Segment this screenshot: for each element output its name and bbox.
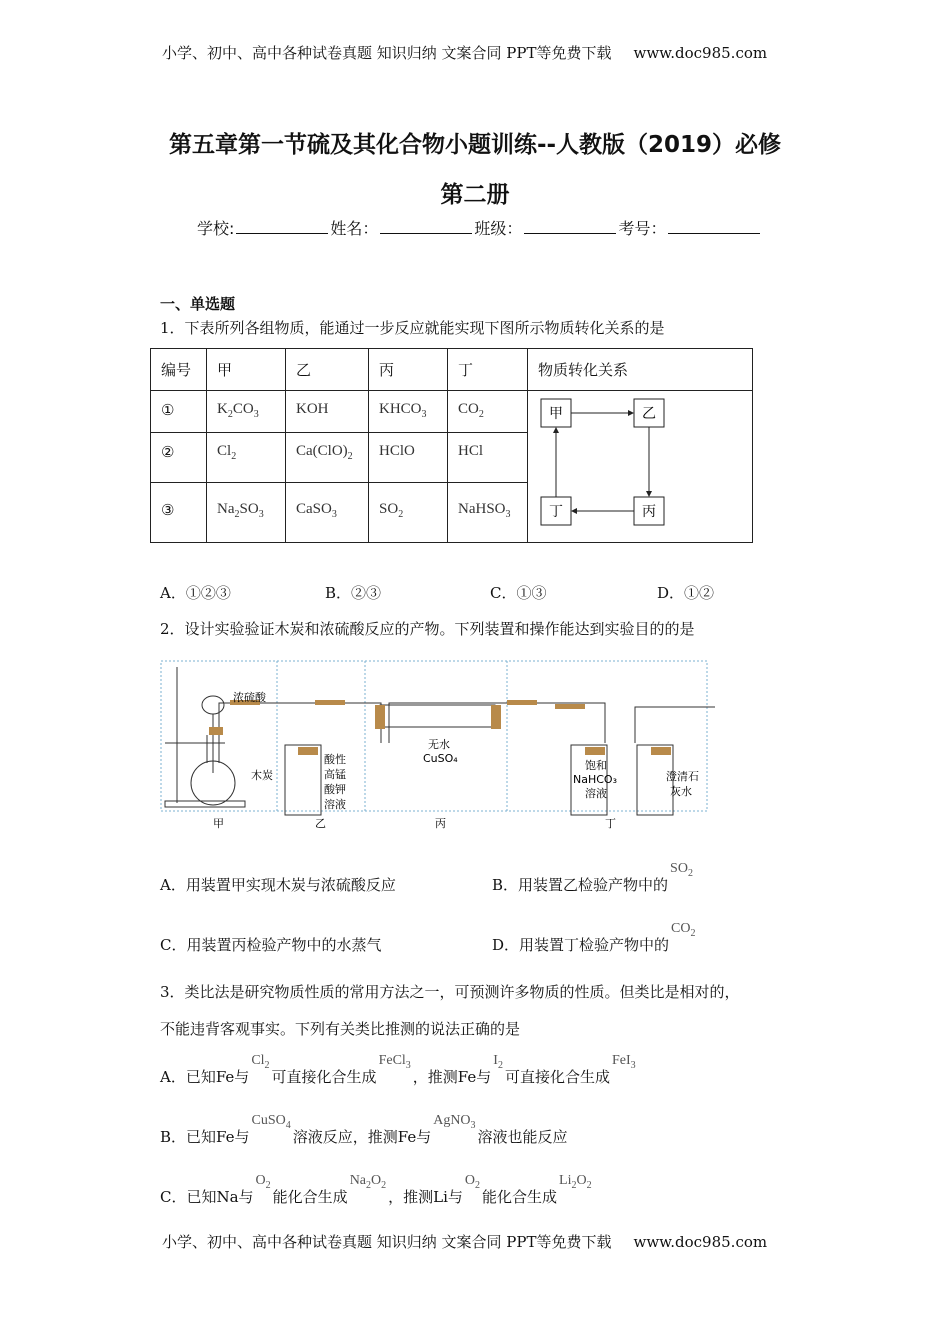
part-jia: 甲 bbox=[213, 817, 224, 830]
row-no: ③ bbox=[151, 483, 207, 543]
part-bing: 丙 bbox=[435, 817, 446, 830]
cell: $Na_2SO_3$ bbox=[207, 483, 286, 543]
node-jia: 甲 bbox=[549, 406, 563, 422]
cell: $KHCO_3$ bbox=[369, 391, 448, 433]
cell: NaHSO$_3$ bbox=[448, 483, 528, 543]
svg-text:溶液: 溶液 bbox=[324, 798, 346, 811]
school-label: 学校: bbox=[197, 219, 235, 238]
q2-option-d[interactable]: D．用装置丁检验产物中的$CO_2$ bbox=[492, 921, 696, 954]
svg-text:CuSO₄: CuSO₄ bbox=[423, 752, 458, 765]
label-cuso4: 无水 bbox=[428, 738, 450, 751]
q2-option-a[interactable]: A．用装置甲实现木炭与浓硫酸反应 bbox=[160, 876, 396, 894]
q3-option-b[interactable]: B．已知Fe与CuSO$_4$溶液反应，推测Fe与AgNO$_3$溶液也能反应 bbox=[160, 1113, 568, 1146]
q1-option-a[interactable]: A．①②③ bbox=[160, 584, 231, 602]
label-lime: 澄清石 bbox=[666, 770, 699, 783]
svg-text:NaHCO₃: NaHCO₃ bbox=[573, 773, 617, 786]
section-heading: 一、单选题 bbox=[160, 295, 236, 313]
cell: CaSO$_3$ bbox=[286, 483, 369, 543]
class-field[interactable] bbox=[524, 219, 616, 234]
th: 物质转化关系 bbox=[528, 349, 753, 391]
q1-option-b[interactable]: B．②③ bbox=[325, 584, 382, 602]
q3-option-c[interactable]: C．已知Na与$O_2$能化合生成$Na_2O_2$，推测Li与$O_2$能化合生成$Li_2O_2$ bbox=[160, 1173, 592, 1206]
cell: $SO_2$ bbox=[369, 483, 448, 543]
student-info bbox=[197, 216, 762, 239]
title-line1: 第五章第一节硫及其化合物小题训练--人教版（2019）必修 bbox=[168, 132, 782, 158]
number-label: 考号： bbox=[618, 219, 667, 238]
cell: HCl bbox=[448, 433, 528, 483]
th: 编号 bbox=[151, 349, 207, 391]
cell: KOH bbox=[286, 391, 369, 433]
svg-text:高锰: 高锰 bbox=[324, 768, 346, 781]
footer-site: www.doc985.com bbox=[633, 1233, 768, 1251]
th: 乙 bbox=[286, 349, 369, 391]
node-yi: 乙 bbox=[642, 406, 656, 422]
q3-option-a[interactable]: A．已知Fe与$Cl_2$可直接化合生成FeCl$_3$，推测Fe与$I_2$可直接化合生成FeI$_3$ bbox=[160, 1053, 636, 1086]
q1-option-c[interactable]: C．①③ bbox=[490, 584, 547, 602]
q2-stem: 2．设计实验验证木炭和浓硫酸反应的产物。下列装置和操作能达到实验目的的是 bbox=[160, 620, 695, 638]
row-no: ② bbox=[151, 433, 207, 483]
q2-option-c[interactable]: C．用装置丙检验产物中的水蒸气 bbox=[160, 936, 382, 954]
node-ding: 丁 bbox=[549, 504, 563, 520]
header-site: www.doc985.com bbox=[633, 44, 768, 62]
apparatus-diagram bbox=[155, 655, 715, 835]
conversion-arrows bbox=[528, 391, 752, 541]
node-bing: 丙 bbox=[642, 504, 656, 520]
q3-stem-line2: 不能违背客观事实。下列有关类比推测的说法正确的是 bbox=[160, 1020, 521, 1038]
part-ding: 丁 bbox=[605, 817, 616, 830]
name-field[interactable] bbox=[380, 219, 472, 234]
cell: $Ca(ClO)_2$ bbox=[286, 433, 369, 483]
svg-text:酸钾: 酸钾 bbox=[324, 783, 346, 796]
th: 丙 bbox=[369, 349, 448, 391]
school-field[interactable] bbox=[236, 219, 328, 234]
conversion-diagram bbox=[528, 391, 753, 543]
label-acid: 浓硫酸 bbox=[233, 691, 266, 704]
q1-table bbox=[150, 348, 753, 543]
title-line2: 第二册 bbox=[440, 182, 510, 208]
cell: $K_2CO_3$ bbox=[207, 391, 286, 433]
class-label: 班级： bbox=[474, 219, 523, 238]
q1-stem: 1．下表所列各组物质，能通过一步反应就能实现下图所示物质转化关系的是 bbox=[160, 319, 665, 337]
row-no: ① bbox=[151, 391, 207, 433]
th: 丁 bbox=[448, 349, 528, 391]
page-footer bbox=[162, 1231, 767, 1252]
header-text: 小学、初中、高中各种试卷真题 知识归纳 文案合同 PPT等免费下载 bbox=[162, 44, 612, 62]
footer-text: 小学、初中、高中各种试卷真题 知识归纳 文案合同 PPT等免费下载 bbox=[162, 1233, 612, 1251]
cell: $CO_2$ bbox=[448, 391, 528, 433]
page-header bbox=[162, 42, 767, 63]
label-kmno4: 酸性 bbox=[324, 753, 346, 766]
q2-option-b[interactable]: B．用装置乙检验产物中的$SO_2$ bbox=[492, 861, 693, 894]
cell: $Cl_2$ bbox=[207, 433, 286, 483]
name-label: 姓名： bbox=[330, 219, 379, 238]
svg-text:溶液: 溶液 bbox=[585, 787, 607, 800]
th: 甲 bbox=[207, 349, 286, 391]
cell: HClO bbox=[369, 433, 448, 483]
svg-text:灰水: 灰水 bbox=[670, 785, 692, 798]
label-nahco3: 饱和 bbox=[585, 759, 607, 772]
q1-option-d[interactable]: D．①② bbox=[657, 584, 715, 602]
label-charcoal: 木炭 bbox=[251, 769, 273, 782]
number-field[interactable] bbox=[668, 219, 760, 234]
part-yi: 乙 bbox=[315, 817, 326, 830]
q3-stem-line1: 3．类比法是研究物质性质的常用方法之一，可预测许多物质的性质。但类比是相对的， bbox=[160, 983, 740, 1001]
